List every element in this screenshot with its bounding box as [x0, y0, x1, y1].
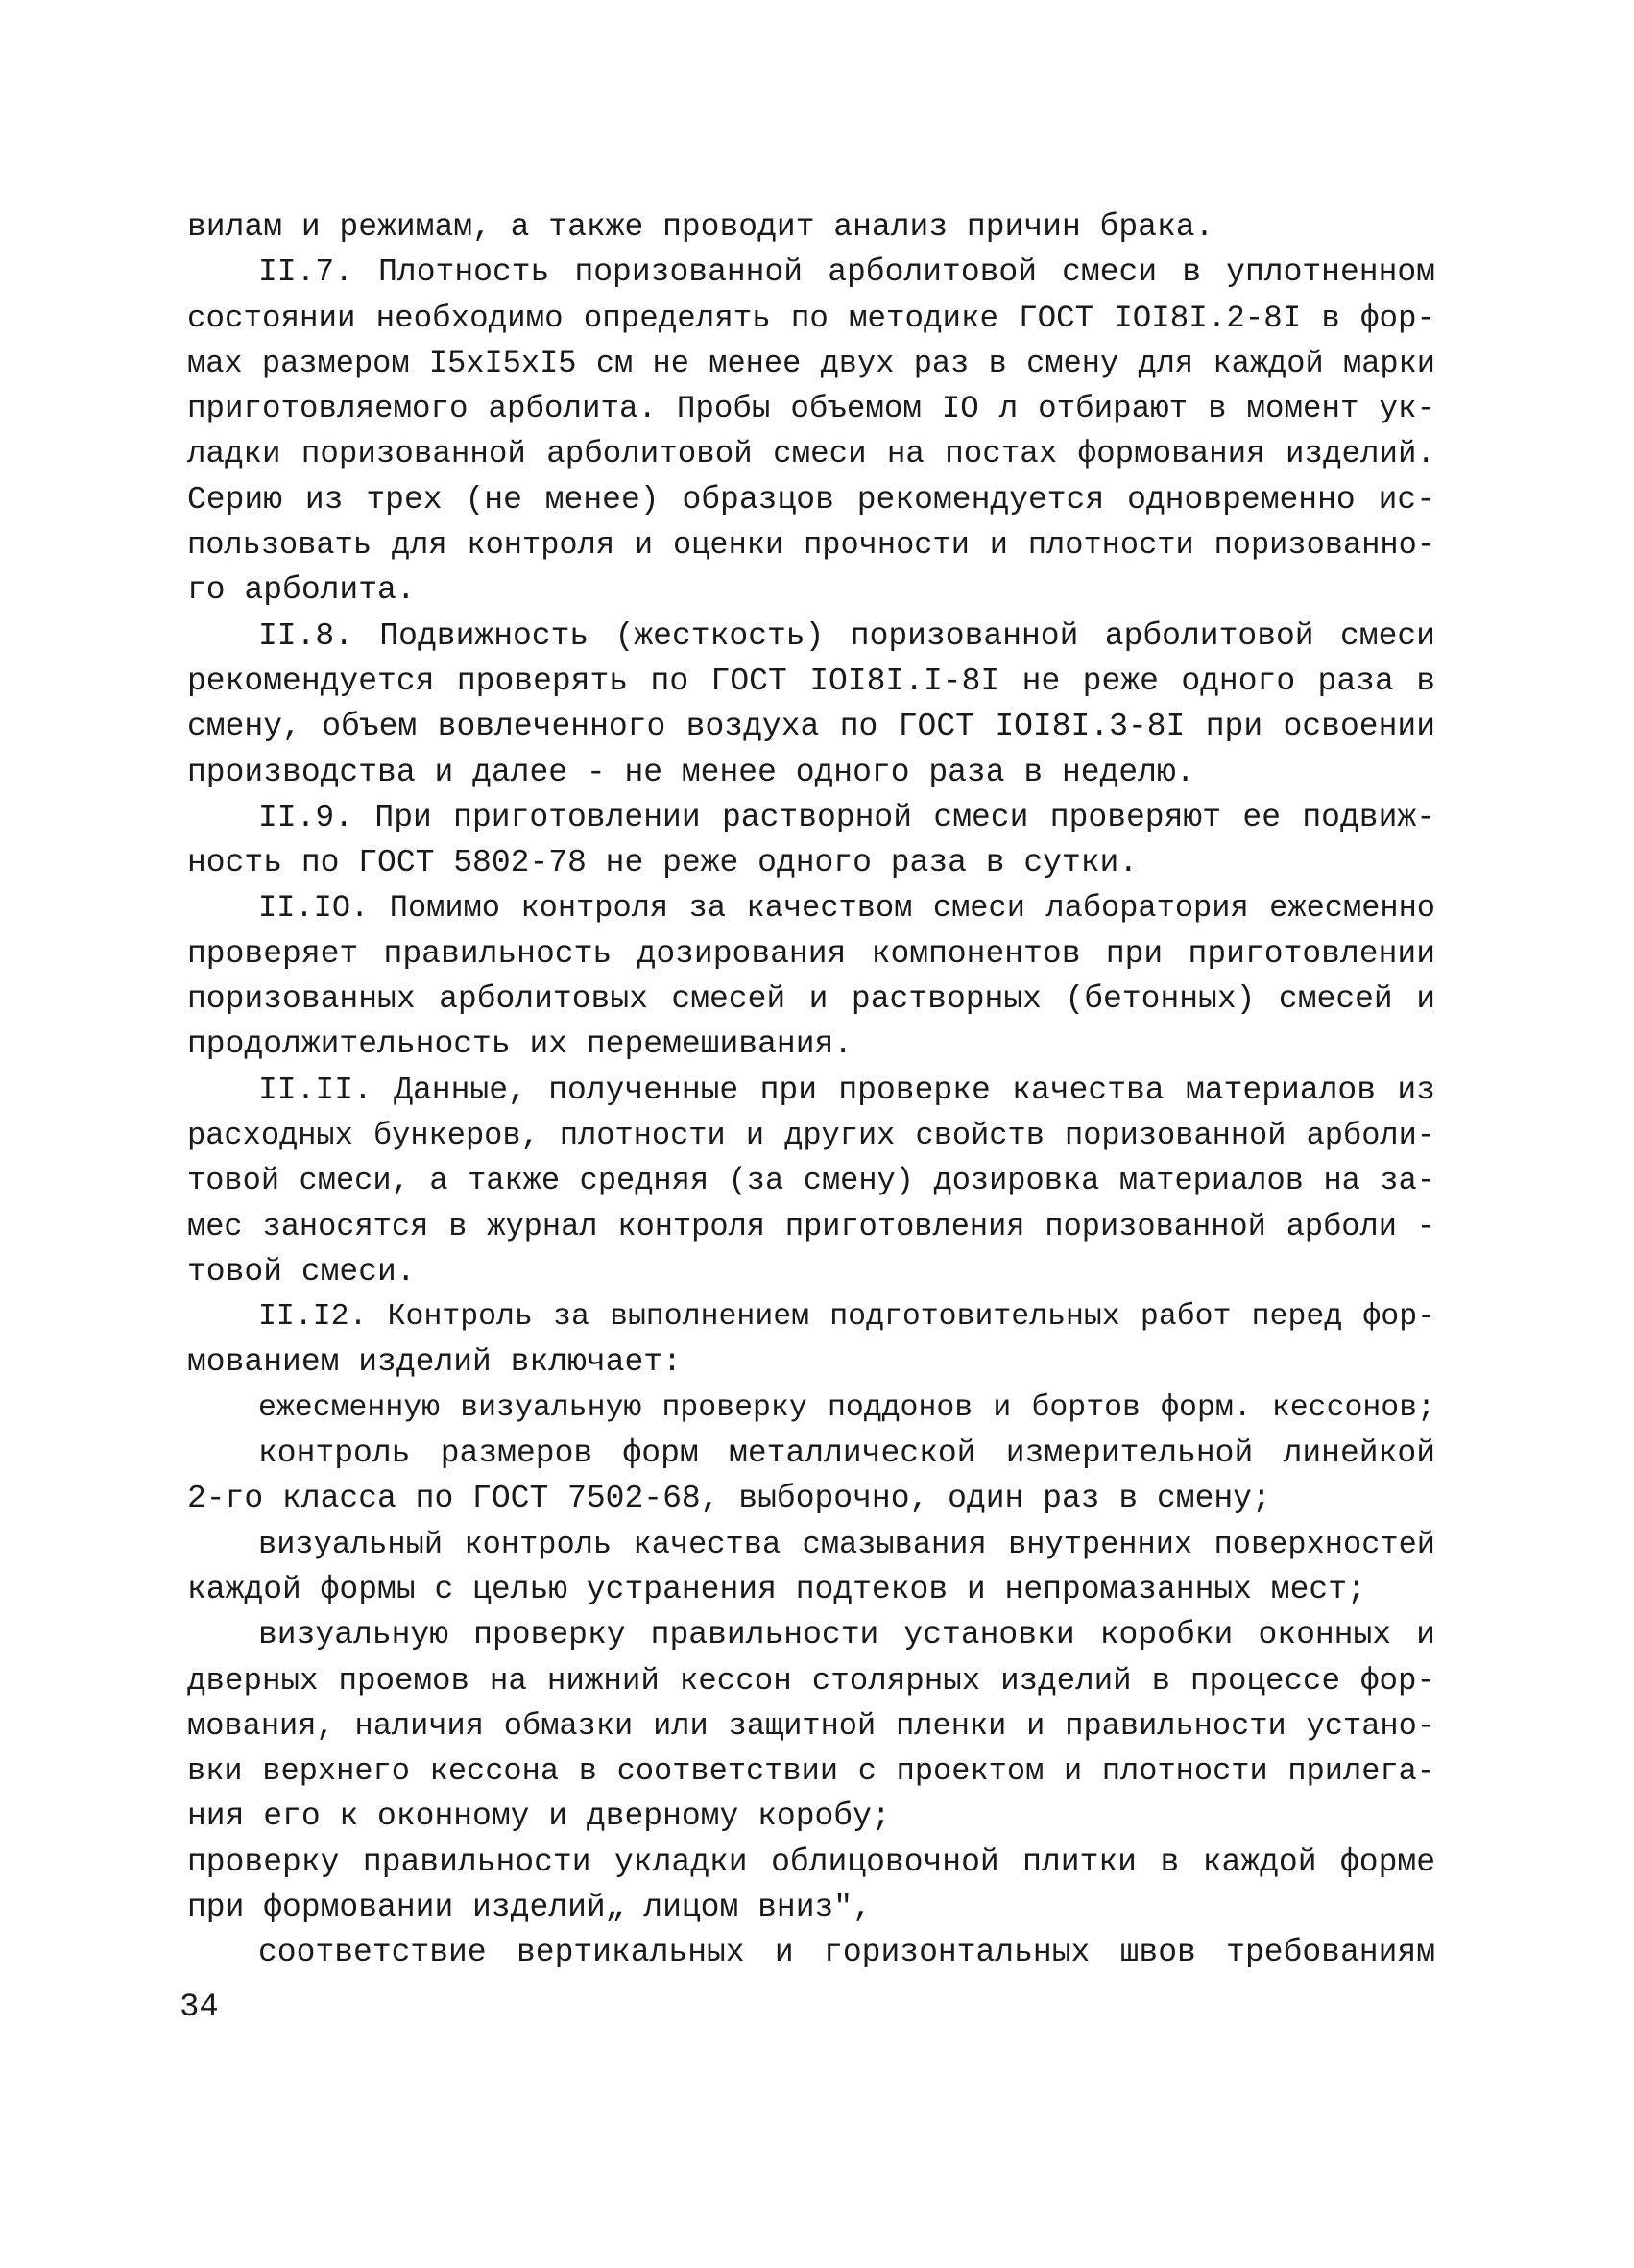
- document-body: [187, 205, 1435, 1976]
- text-line: II.I2. Контроль за выполнением подготовительных работ перед фор-: [258, 1300, 1435, 1335]
- text-line: товой смеси.: [187, 1253, 416, 1290]
- text-line: соответствие вертикальных и горизонтальных швов требованиям: [258, 1935, 1435, 1971]
- text-line: 2-го класса по ГОСТ 7502-68, выборочно, один раз в смену;: [187, 1481, 1271, 1517]
- text-line: вки верхнего кессона в соответствии с проектом и плотности прилега-: [187, 1753, 1435, 1790]
- text-line: продолжительность их перемешивания.: [187, 1026, 853, 1063]
- text-line: ежесменную визуальную проверку поддонов и бортов форм. кессонов;: [258, 1390, 1435, 1425]
- text-line: II.II. Данные, полученные при проверке качества материалов из: [258, 1072, 1435, 1108]
- text-line: визуальный контроль качества смазывания внутренних поверхностей: [258, 1526, 1435, 1562]
- text-line: проверяет правильность дозирования компонентов при приготовлении: [187, 935, 1435, 972]
- text-line: товой смеси, а также средняя (за смену) дозировка материалов на за-: [187, 1163, 1435, 1199]
- text-line: ладки поризованной арболитовой смеси на постах формования изделий.: [187, 436, 1435, 472]
- text-line: Серию из трех (не менее) образцов рекомендуется одновременно ис-: [187, 481, 1435, 518]
- text-line: производства и далее - не менее одного раза в неделю.: [187, 754, 1195, 790]
- text-line: мованием изделий включает:: [187, 1344, 682, 1381]
- text-line: II.IO. Помимо контроля за качеством смеси лаборатория ежесменно: [258, 890, 1435, 927]
- text-line: II.8. Подвижность (жесткость) поризованной арболитовой смеси: [258, 617, 1435, 654]
- text-line: приготовляемого арболита. Пробы объемом IO л отбирают в момент ук-: [187, 391, 1435, 427]
- text-line: ность по ГОСТ 5802-78 не реже одного раза в сутки.: [187, 845, 1139, 881]
- text-line: дверных проемов на нижний кессон столярных изделий в процессе фор-: [187, 1662, 1435, 1699]
- text-line: каждой формы с целью устранения подтеков и непромазанных мест;: [187, 1571, 1366, 1607]
- text-line: мования, наличия обмазки или защитной пленки и правильности устано-: [187, 1707, 1435, 1744]
- text-line: смену, объем вовлеченного воздуха по ГОСТ IOI8I.3-8I при освоении: [187, 709, 1435, 745]
- text-line: II.9. При приготовлении растворной смеси проверяют ее подвиж-: [258, 799, 1435, 835]
- text-line: го арболита.: [187, 572, 416, 609]
- text-line: ния его к оконному и дверному коробу;: [187, 1798, 891, 1835]
- text-line: рекомендуется проверять по ГОСТ IOI8I.I-8I не реже одного раза в: [187, 663, 1435, 699]
- text-line: состоянии необходимо определять по методике ГОСТ IOI8I.2-8I в фор-: [187, 300, 1435, 336]
- text-line: при формовании изделий„ лицом вниз",: [187, 1889, 872, 1925]
- text-line: II.7. Плотность поризованной арболитовой смеси в уплотненном: [258, 254, 1435, 291]
- text-line: мах размером I5xI5xI5 см не менее двух раз в смену для каждой марки: [187, 345, 1435, 381]
- text-line: вилам и режимам, а также проводит анализ причин брака.: [187, 209, 1214, 245]
- text-line: контроль размеров форм металлической измерительной линейкой: [258, 1436, 1435, 1472]
- text-line: пользовать для контроля и оценки прочности и плотности поризованно-: [187, 527, 1435, 564]
- text-line: мес заносятся в журнал контроля приготовления поризованной арболи -: [187, 1208, 1435, 1244]
- text-line: визуальную проверку правильности установки коробки оконных и: [258, 1617, 1435, 1653]
- text-line: расходных бункеров, плотности и других свойств поризованной арболи-: [187, 1117, 1435, 1153]
- text-line: поризованных арболитовых смесей и растворных (бетонных) смесей и: [187, 981, 1435, 1018]
- page-number: 34: [180, 1990, 219, 2026]
- text-line: проверку правильности укладки облицовочной плитки в каждой форме: [187, 1844, 1435, 1880]
